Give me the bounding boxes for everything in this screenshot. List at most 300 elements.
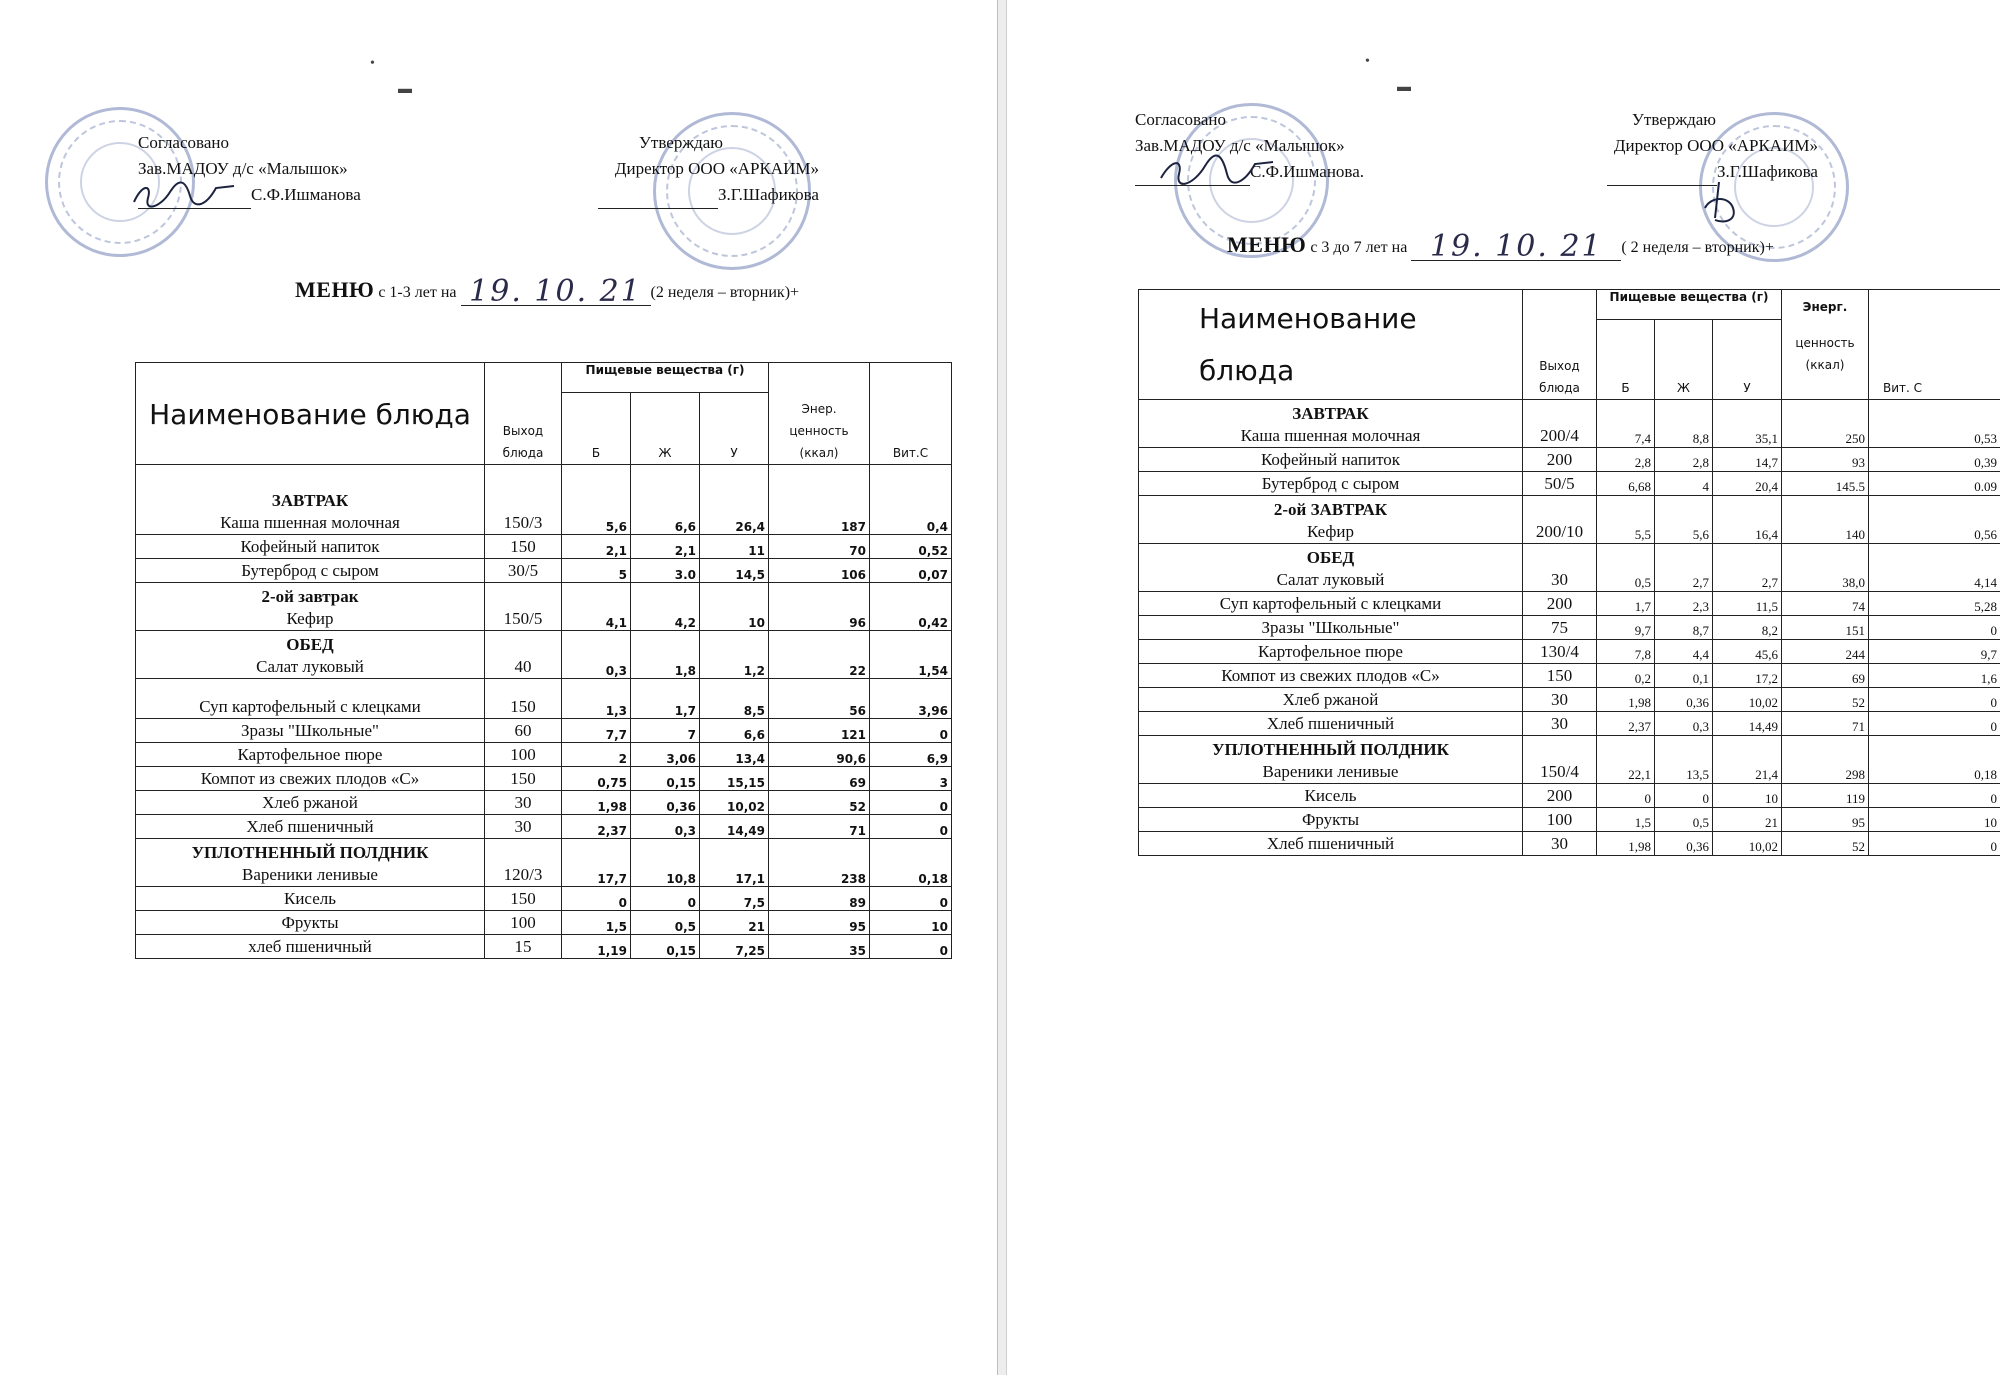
fat-cell: 7 — [631, 719, 700, 743]
yield-cell: 150/5 — [485, 583, 562, 631]
carbs-cell: 17,1 — [700, 839, 769, 887]
dish-name: Каша пшенная молочная — [220, 513, 400, 532]
dish-cell — [1139, 640, 1523, 664]
vitc-cell: 0 — [870, 935, 952, 959]
table-row — [1139, 448, 2000, 472]
scan-speck: • — [1365, 54, 1370, 69]
menu-age: с 3 до 7 лет на — [1310, 239, 1408, 256]
vitc-cell: 10 — [1869, 808, 2000, 832]
fat-cell: 4 — [1655, 472, 1713, 496]
energy-cell: 35 — [769, 935, 870, 959]
dish-name: Кисель — [1304, 786, 1357, 805]
approve-name: З.Г.Шафикова — [718, 185, 819, 204]
menu-title — [295, 270, 800, 309]
energy-cell: 22 — [769, 631, 870, 679]
yield-cell: 150 — [485, 535, 562, 559]
energy-cell: 90,6 — [769, 743, 870, 767]
yield-cell: 150 — [485, 767, 562, 791]
approve-signature-row — [1607, 159, 1818, 186]
agreed-name: С.Ф.Ишманова. — [1250, 162, 1365, 181]
fat-cell: 0,5 — [1655, 808, 1713, 832]
protein-cell: 2,1 — [562, 535, 631, 559]
column-header-fat: Ж — [1655, 320, 1713, 400]
yield-cell: 100 — [485, 911, 562, 935]
dish-name: Бутерброд с сыром — [241, 561, 379, 580]
dish-name: Хлеб пшеничный — [1266, 714, 1395, 733]
dish-cell — [136, 935, 485, 959]
carbs-cell: 7,25 — [700, 935, 769, 959]
yield-cell: 50/5 — [1523, 472, 1597, 496]
carbs-cell: 21 — [700, 911, 769, 935]
table-row — [1139, 664, 2000, 688]
energy-cell: 96 — [769, 583, 870, 631]
dish-cell — [1139, 784, 1523, 808]
dish-cell — [136, 583, 485, 631]
vitc-cell: 0 — [870, 815, 952, 839]
fat-cell: 2,3 — [1655, 592, 1713, 616]
column-header-vitc: Вит. С — [1869, 290, 2000, 400]
vitc-cell: 3,96 — [870, 679, 952, 719]
column-header-fat: Ж — [631, 393, 700, 465]
agreed-title: Согласовано — [1135, 110, 1226, 129]
protein-cell: 2,37 — [1597, 712, 1655, 736]
yield-cell: 200 — [1523, 592, 1597, 616]
dish-cell — [136, 631, 485, 679]
protein-cell: 7,7 — [562, 719, 631, 743]
vitc-cell: 0,4 — [870, 465, 952, 535]
fat-cell: 4,2 — [631, 583, 700, 631]
protein-cell: 0,75 — [562, 767, 631, 791]
column-header-protein: Б — [562, 393, 631, 465]
carbs-cell: 21,4 — [1713, 736, 1782, 784]
approve-block — [1607, 107, 1818, 186]
yield-cell: 100 — [485, 743, 562, 767]
carbs-cell: 7,5 — [700, 887, 769, 911]
vitc-cell: 0,53 — [1869, 400, 2000, 448]
energy-cell: 250 — [1782, 400, 1869, 448]
table-row — [1139, 616, 2000, 640]
dish-cell — [136, 887, 485, 911]
dish-name: Хлеб ржаной — [1282, 690, 1379, 709]
dish-cell — [136, 791, 485, 815]
dish-name: Вареники ленивые — [242, 865, 378, 884]
vitc-cell: 0,56 — [1869, 496, 2000, 544]
fat-cell: 0,15 — [631, 935, 700, 959]
carbs-cell: 6,6 — [700, 719, 769, 743]
carbs-cell: 11 — [700, 535, 769, 559]
protein-cell: 5,5 — [1597, 496, 1655, 544]
carbs-cell: 10 — [700, 583, 769, 631]
fat-cell: 2,7 — [1655, 544, 1713, 592]
fat-cell: 0 — [1655, 784, 1713, 808]
energy-cell: 95 — [769, 911, 870, 935]
menu-table-body — [1139, 400, 2000, 856]
energy-cell: 52 — [769, 791, 870, 815]
meal-section-label: УПЛОТНЕННЫЙ ПОЛДНИК — [191, 843, 429, 862]
dish-name: Зразы "Школьные" — [241, 721, 379, 740]
energy-cell: 71 — [1782, 712, 1869, 736]
meal-section-label: ЗАВТРАК — [271, 491, 349, 510]
yield-cell: 40 — [485, 631, 562, 679]
fat-cell: 2,1 — [631, 535, 700, 559]
dish-name: Суп картофельный с клецками — [1219, 594, 1442, 613]
menu-date: 19. 10. 21 — [469, 274, 642, 309]
fat-cell: 0,36 — [1655, 688, 1713, 712]
table-row — [136, 719, 952, 743]
carbs-cell: 10 — [1713, 784, 1782, 808]
carbs-cell: 11,5 — [1713, 592, 1782, 616]
vitc-cell: 0,18 — [1869, 736, 2000, 784]
protein-cell: 0,3 — [562, 631, 631, 679]
energy-cell: 69 — [1782, 664, 1869, 688]
fat-cell: 13,5 — [1655, 736, 1713, 784]
dish-cell — [1139, 472, 1523, 496]
vitc-cell: 0 — [870, 791, 952, 815]
carbs-cell: 13,4 — [700, 743, 769, 767]
carbs-cell: 21 — [1713, 808, 1782, 832]
yield-cell: 200/4 — [1523, 400, 1597, 448]
vitc-cell: 0,07 — [870, 559, 952, 583]
approve-title: Утверждаю — [1631, 110, 1716, 129]
dish-cell — [1139, 736, 1523, 784]
energy-cell: 151 — [1782, 616, 1869, 640]
table-row — [136, 839, 952, 887]
vitc-cell: 10 — [870, 911, 952, 935]
yield-cell: 30 — [1523, 712, 1597, 736]
dish-name: Салат луковый — [256, 657, 364, 676]
dish-cell — [136, 465, 485, 535]
carbs-cell: 10,02 — [1713, 832, 1782, 856]
energy-cell: 106 — [769, 559, 870, 583]
dish-name: Хлеб пшеничный — [246, 817, 374, 836]
table-row — [1139, 592, 2000, 616]
yield-cell: 30 — [1523, 544, 1597, 592]
menu-page-toddlers — [0, 0, 997, 1375]
dish-cell — [1139, 592, 1523, 616]
table-row — [1139, 496, 2000, 544]
energy-cell: 121 — [769, 719, 870, 743]
agreed-name: С.Ф.Ишманова — [251, 185, 361, 204]
protein-cell: 17,7 — [562, 839, 631, 887]
carbs-cell: 16,4 — [1713, 496, 1782, 544]
menu-table-body — [136, 465, 952, 959]
dish-cell — [1139, 832, 1523, 856]
vitc-cell: 0,42 — [870, 583, 952, 631]
table-row — [136, 535, 952, 559]
vitc-cell: 0 — [1869, 712, 2000, 736]
protein-cell: 2,37 — [562, 815, 631, 839]
fat-cell: 0 — [631, 887, 700, 911]
carbs-cell: 10,02 — [700, 791, 769, 815]
dish-name: Компот из свежих плодов «С» — [1221, 666, 1440, 685]
table-row — [136, 743, 952, 767]
yield-cell: 200 — [1523, 784, 1597, 808]
protein-cell: 1,5 — [562, 911, 631, 935]
approve-name: З.Г.Шафикова — [1717, 162, 1818, 181]
carbs-cell: 14,49 — [1713, 712, 1782, 736]
carbs-cell: 35,1 — [1713, 400, 1782, 448]
column-header-energy: Энер. ценность (ккал) — [769, 363, 870, 465]
protein-cell: 7,8 — [1597, 640, 1655, 664]
protein-cell: 2,8 — [1597, 448, 1655, 472]
approve-block — [598, 130, 819, 209]
protein-cell: 0 — [562, 887, 631, 911]
yield-cell: 15 — [485, 935, 562, 959]
dish-cell — [136, 767, 485, 791]
carbs-cell: 14,7 — [1713, 448, 1782, 472]
dish-name: Кофейный напиток — [240, 537, 380, 556]
agreed-org: Зав.МАДОУ д/с «Малышок» — [1135, 136, 1345, 155]
yield-cell: 100 — [1523, 808, 1597, 832]
table-row — [1139, 832, 2000, 856]
fat-cell: 10,8 — [631, 839, 700, 887]
column-header-yield: Выход блюда — [1523, 290, 1597, 400]
meal-section-label: 2-ой ЗАВТРАК — [1273, 500, 1388, 519]
table-row — [136, 815, 952, 839]
column-header-nutrients: Пищевые вещества (г) — [562, 363, 769, 393]
approve-signature-row — [598, 182, 819, 209]
fat-cell: 3,06 — [631, 743, 700, 767]
dish-cell — [1139, 808, 1523, 832]
column-header-carbs: У — [1713, 320, 1782, 400]
meal-section-label: 2-ой завтрак — [261, 587, 359, 606]
fat-cell: 0,3 — [631, 815, 700, 839]
vitc-cell: 5,28 — [1869, 592, 2000, 616]
energy-cell: 71 — [769, 815, 870, 839]
menu-page-preschool — [1007, 0, 2000, 1375]
fat-cell: 0,5 — [631, 911, 700, 935]
table-row — [136, 465, 952, 535]
scan-speck: • — [370, 56, 375, 71]
table-row — [136, 583, 952, 631]
column-header-energy — [1782, 290, 1869, 400]
column-header-vitc: Вит.С — [870, 363, 952, 465]
dish-name: Кефир — [286, 609, 334, 628]
yield-cell: 30 — [485, 815, 562, 839]
table-row — [136, 935, 952, 959]
dish-cell — [136, 911, 485, 935]
protein-cell: 22,1 — [1597, 736, 1655, 784]
vitc-cell: 6,9 — [870, 743, 952, 767]
energy-cell: 74 — [1782, 592, 1869, 616]
dish-name: Каша пшенная молочная — [1240, 426, 1421, 445]
fat-cell: 0,1 — [1655, 664, 1713, 688]
protein-cell: 0 — [1597, 784, 1655, 808]
protein-cell: 5 — [562, 559, 631, 583]
protein-cell: 2 — [562, 743, 631, 767]
vitc-cell: 0,18 — [870, 839, 952, 887]
carbs-cell: 1,2 — [700, 631, 769, 679]
approve-title: Утверждаю — [638, 133, 723, 152]
dish-name: Хлеб пшеничный — [1266, 834, 1395, 853]
dish-cell — [1139, 544, 1523, 592]
dish-cell — [1139, 496, 1523, 544]
carbs-cell: 15,15 — [700, 767, 769, 791]
yield-cell: 130/4 — [1523, 640, 1597, 664]
energy-cell: 187 — [769, 465, 870, 535]
yield-cell: 30 — [485, 791, 562, 815]
table-row — [136, 631, 952, 679]
table-row — [1139, 472, 2000, 496]
vitc-cell: 1,6 — [1869, 664, 2000, 688]
vitc-cell: 0 — [870, 719, 952, 743]
energy-cell: 52 — [1782, 832, 1869, 856]
dish-name: Картофельное пюре — [237, 745, 383, 764]
dish-cell — [1139, 448, 1523, 472]
dish-name: Бутерброд с сыром — [1261, 474, 1400, 493]
dish-cell — [136, 559, 485, 583]
dish-cell — [136, 679, 485, 719]
dish-cell — [1139, 712, 1523, 736]
fat-cell: 0,36 — [1655, 832, 1713, 856]
menu-title — [1227, 225, 1774, 264]
protein-cell: 1,3 — [562, 679, 631, 719]
table-row — [1139, 544, 2000, 592]
energy-cell: 119 — [1782, 784, 1869, 808]
menu-week: (2 неделя – вторник)+ — [650, 284, 800, 301]
menu-date-field — [1411, 225, 1621, 264]
dish-name: Кефир — [1306, 522, 1355, 541]
menu-word: МЕНЮ — [295, 277, 375, 302]
fat-cell: 0,36 — [631, 791, 700, 815]
energy-cell: 38,0 — [1782, 544, 1869, 592]
menu-date: 19. 10. 21 — [1429, 229, 1603, 264]
table-row — [1139, 808, 2000, 832]
fat-cell: 6,6 — [631, 465, 700, 535]
menu-date-field — [461, 270, 651, 309]
vitc-cell: 9,7 — [1869, 640, 2000, 664]
fat-cell: 2,8 — [1655, 448, 1713, 472]
protein-cell: 0,5 — [1597, 544, 1655, 592]
table-row — [1139, 688, 2000, 712]
yield-cell: 75 — [1523, 616, 1597, 640]
scan-speck: ▬ — [398, 82, 412, 97]
vitc-cell: 0 — [1869, 832, 2000, 856]
protein-cell: 1,98 — [1597, 688, 1655, 712]
column-header-protein: Б — [1597, 320, 1655, 400]
protein-cell: 7,4 — [1597, 400, 1655, 448]
protein-cell: 1,98 — [562, 791, 631, 815]
vitc-cell: 0 — [1869, 688, 2000, 712]
dish-name: Вареники ленивые — [1262, 762, 1399, 781]
carbs-cell: 8,2 — [1713, 616, 1782, 640]
column-header-nutrients: Пищевые вещества (г) — [1597, 290, 1782, 320]
vitc-cell: 3 — [870, 767, 952, 791]
vitc-cell: 0,52 — [870, 535, 952, 559]
handwritten-signature-icon — [1157, 152, 1277, 190]
dish-cell — [1139, 688, 1523, 712]
dish-name: Хлеб ржаной — [262, 793, 358, 812]
vitc-cell: 0 — [870, 887, 952, 911]
energy-cell: 52 — [1782, 688, 1869, 712]
protein-cell: 0,2 — [1597, 664, 1655, 688]
carbs-cell: 2,7 — [1713, 544, 1782, 592]
dish-name: Зразы "Школьные" — [1261, 618, 1400, 637]
vitc-cell: 1,54 — [870, 631, 952, 679]
protein-cell: 9,7 — [1597, 616, 1655, 640]
vitc-cell: 4,14 — [1869, 544, 2000, 592]
table-row — [1139, 400, 2000, 448]
dish-name: Кисель — [284, 889, 336, 908]
protein-cell: 1,7 — [1597, 592, 1655, 616]
protein-cell: 1,19 — [562, 935, 631, 959]
menu-word: МЕНЮ — [1227, 232, 1307, 257]
menu-age: с 1-3 лет на — [378, 284, 457, 301]
agreed-org: Зав.МАДОУ д/с «Малышок» — [138, 159, 348, 178]
energy-cell: 298 — [1782, 736, 1869, 784]
energy-cell: 56 — [769, 679, 870, 719]
dish-cell — [1139, 616, 1523, 640]
energy-cell: 145.5 — [1782, 472, 1869, 496]
dish-name: Картофельное пюре — [1258, 642, 1403, 661]
dish-cell — [136, 719, 485, 743]
fat-cell: 5,6 — [1655, 496, 1713, 544]
energy-cell: 70 — [769, 535, 870, 559]
fat-cell: 1,8 — [631, 631, 700, 679]
carbs-cell: 8,5 — [700, 679, 769, 719]
energy-header-line1: Энерг. — [1802, 300, 1848, 314]
table-row — [136, 767, 952, 791]
signature-line — [598, 182, 718, 209]
dish-name: Компот из свежих плодов «С» — [200, 769, 420, 788]
yield-cell: 150/3 — [485, 465, 562, 535]
menu-table — [1138, 289, 2000, 856]
page-divider — [997, 0, 1007, 1375]
energy-cell: 238 — [769, 839, 870, 887]
carbs-cell: 17,2 — [1713, 664, 1782, 688]
dish-name: Кофейный напиток — [1260, 450, 1401, 469]
yield-cell: 30 — [1523, 832, 1597, 856]
table-row — [136, 791, 952, 815]
carbs-cell: 14,5 — [700, 559, 769, 583]
dish-name: Салат луковый — [1276, 570, 1385, 589]
dish-cell — [1139, 400, 1523, 448]
dish-cell — [1139, 664, 1523, 688]
carbs-cell: 26,4 — [700, 465, 769, 535]
dish-name: хлеб пшеничный — [248, 937, 372, 956]
table-row — [136, 911, 952, 935]
table-row — [136, 559, 952, 583]
dish-cell — [136, 839, 485, 887]
carbs-cell: 45,6 — [1713, 640, 1782, 664]
yield-cell: 150/4 — [1523, 736, 1597, 784]
fat-cell: 0,15 — [631, 767, 700, 791]
dish-cell — [136, 815, 485, 839]
fat-cell: 1,7 — [631, 679, 700, 719]
signature-line — [1607, 159, 1717, 186]
column-header-carbs: У — [700, 393, 769, 465]
yield-cell: 200/10 — [1523, 496, 1597, 544]
vitc-cell: 0.09 — [1869, 472, 2000, 496]
fat-cell: 8,7 — [1655, 616, 1713, 640]
approve-org: Директор ООО «АРКАИМ» — [614, 159, 819, 178]
energy-cell: 93 — [1782, 448, 1869, 472]
energy-cell: 244 — [1782, 640, 1869, 664]
dish-name: Фрукты — [281, 913, 339, 932]
meal-section-label: ОБЕД — [1306, 548, 1355, 567]
table-row — [1139, 712, 2000, 736]
dish-cell — [136, 743, 485, 767]
fat-cell: 4,4 — [1655, 640, 1713, 664]
energy-cell: 95 — [1782, 808, 1869, 832]
agreed-title: Согласовано — [138, 133, 229, 152]
table-row — [1139, 784, 2000, 808]
menu-week: ( 2 неделя – вторник)+ — [1621, 239, 1774, 256]
yield-cell: 30/5 — [485, 559, 562, 583]
yield-cell: 30 — [1523, 688, 1597, 712]
table-row — [1139, 640, 2000, 664]
column-header-yield: Выход блюда — [485, 363, 562, 465]
